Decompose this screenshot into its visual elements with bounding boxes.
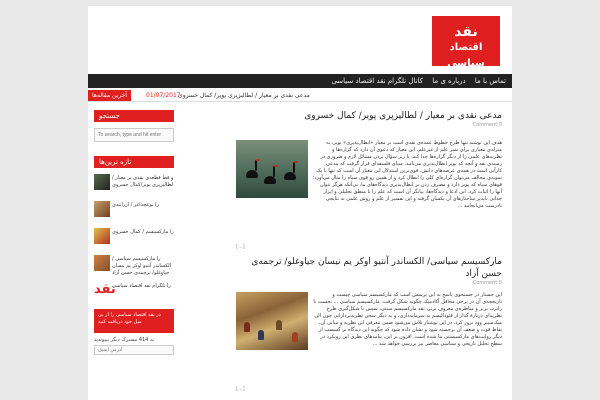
post-comments[interactable]: Comment 0 (472, 122, 502, 128)
sidebar (94, 110, 174, 355)
ticker-link[interactable]: مدعی نقدی بر معیار / لطالیزپری پویر/ کمال خسروی (178, 92, 310, 99)
subscriber-count: به 414 مشترک دیگر بپیوندید (94, 337, 155, 343)
site-title-line1: نقد (454, 24, 478, 40)
search-input[interactable] (94, 128, 174, 142)
nav-item-telegram[interactable]: کانال تلگرام نقد اقتصاد سیاسی (331, 77, 423, 85)
main-content (236, 110, 502, 400)
logo-thumb[interactable]: نقد (94, 282, 116, 297)
recent-item[interactable] (94, 174, 174, 196)
post-2 (236, 256, 502, 400)
swans-thumb[interactable] (94, 174, 110, 190)
nav-item-about[interactable]: درباره ی ما (432, 77, 466, 85)
post-title[interactable]: مارکسیسم سیاسی/ الکساندر آنتیو اوکر یم نیسان جیاوغلو/ ترجمه‌ی حسن آزاد (251, 257, 502, 279)
recent-item-text[interactable]: را مارکسیسم / کمال خسروی (112, 229, 174, 235)
recent-item[interactable] (94, 201, 174, 223)
painting-thumb[interactable] (94, 255, 110, 271)
recent-item[interactable] (94, 282, 174, 304)
flowers-thumb[interactable] (94, 228, 110, 244)
post-comments[interactable]: Comment 0 (472, 280, 502, 286)
search-widget-title: جستجو (94, 110, 174, 122)
ticker-date: 01/07/2017 (146, 92, 181, 99)
ticker-label: آخرین مقاله‌ها (88, 90, 131, 102)
recent-item-text[interactable]: را نوعچدا‌غر / آزرانندی (112, 202, 159, 208)
site-title-line2: اقتصاد سیاسی (447, 42, 485, 69)
post-title[interactable]: مدعی نقدی بر معیار / لطالیزپری پویر/ کمال خسروی (304, 111, 502, 121)
main-nav (88, 74, 512, 88)
recent-widget-title: تازه ترین‌ها (94, 156, 174, 168)
nav-item-contact[interactable]: تماس با ما (474, 77, 506, 85)
email-field[interactable] (94, 345, 174, 355)
subscribe-promo: در نقد اقتصاد سیاسی را از بی میل خود دریافت کنید (94, 309, 174, 333)
recent-item-text[interactable]: را مارکسیسم سیاسی / الکساندر آنتیو اوکر یم نیسان جیاوغلو/ ترجمه‌ی حسن آزاد (112, 256, 172, 276)
read-more-link[interactable]: [...] (236, 386, 245, 392)
image-spacer (236, 140, 312, 200)
recent-item-text[interactable]: را تلگرام نقد اقتصاد سیاسی (112, 283, 171, 289)
recent-item-text[interactable]: و قط قطعه‌ی نقدی بر معیار / لطالیزپری پویر/کمال خسروی (112, 175, 174, 188)
post-1 (236, 110, 502, 256)
post-excerpt: هدف این نوشته تنها طرح خطوط عمده‌ی نقدی است بر معیار «ابطال‌پذیری» پوپر، به منزله‌ی معیاری برای تمیز علم از غیرعلم. این معیار که دعوی آن دارد که گزاره‌ها و نظریه‌های علمی را از دیگر گزاره‌ها جدا کند، با زیر سؤال بردن مسائل لازم و ضروری در زمینه‌ی نقد و آنچه که پوپر ابطال‌پذیری می‌نامد، مبنای فلسفه‌ای قرار گرفت که مدعی کارآیی است در همه‌ی عرصه‌های دانش. قوی‌ترین استدلال این معیار آن است که تنها با یک نمونه‌ی مخالف می‌توان گزاره‌ای کلی را ابطال کرد و از همین رو قوی سیاه را مثال می‌آورد؛ قوهای سیاه که پوپر دارد و مصرف زدن بر ابطال‌پذیری دیدگاه‌های ما، بی‌آنکه هرگز نتوان آنها را اثبات کرد. این ادعا و دیدگاه‌ها، بیانگر آن است که علم را با منطق تحلیلی و ابزار جدایی ناپذیر ساختارهای آن یکسان گرفته و این تفسیر از علم و روش علمی به نتایجی نادرست می‌انجامد ... (236, 140, 502, 240)
recent-item[interactable] (94, 228, 174, 250)
news-ticker (88, 90, 512, 102)
portrait-thumb[interactable] (94, 201, 110, 217)
read-more-link[interactable]: [...] (236, 244, 245, 250)
page (88, 6, 512, 400)
image-spacer (236, 292, 312, 352)
recent-item[interactable] (94, 255, 174, 277)
post-excerpt: این جستار در جستجوی پاسخ به این پرسش است که مارکسیسم سیاسی چیست و تاریخچه‌ی آن در برخی محافل آکادمیک چگونه شکل گرفت. مارکسیسم سیاسی ... نخست با رابرت برنر و مناظره‌ی معروف برنر، نقد مارکسیسم سنتی، سپس با شکل‌گیری طرح نظریه‌ای دربارۀ گذار از فئودالیسم به سرمایه‌داری، و به دیگر سخن نظریه‌پردازانی چون الن میک‌سینز وود بروز کرد. در این نوشتار تلاش می‌شود ضمن معرفی این نظریه و مبانی آن، نقاط قوت و ضعف آن برجسته شود و نشان داده شود که چگونه این دیدگاه بر گسست از دیگر روایت‌های مارکسیستی بنا شده است. افزون بر این، پیامدهای نظری این رویکرد در سطح تحلیل تاریخی و سیاسی معاصر نیز بررسی خواهد شد ... (236, 292, 502, 382)
site-logo[interactable] (432, 16, 500, 69)
